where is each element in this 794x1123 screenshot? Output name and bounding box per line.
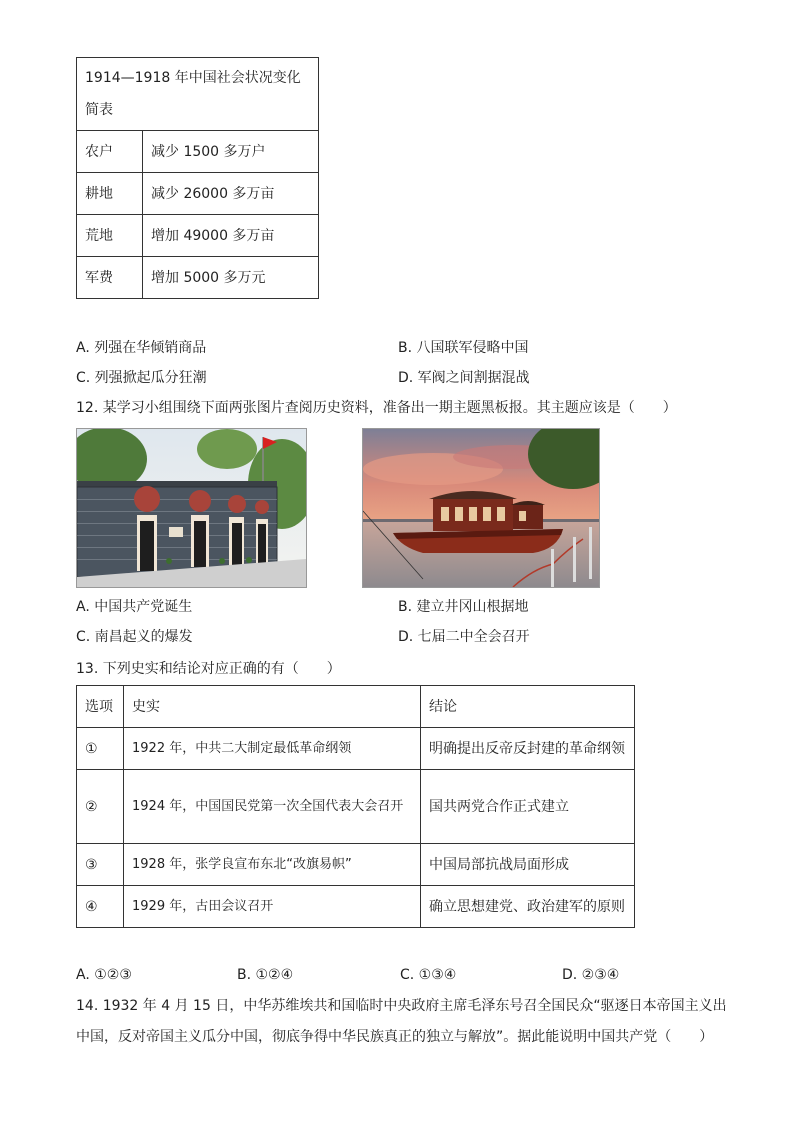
row-option: ② (77, 770, 124, 844)
q14-stem-line2: 中国，反对帝国主义瓜分中国，彻底争得中华民族真正的独立与解放”。据此能说明中国共产党（ ） (76, 1029, 714, 1045)
row-item: 农户 (77, 131, 143, 173)
header-fact: 史实 (124, 686, 421, 728)
memorial-building-photo (76, 428, 307, 588)
row-fact: 1928 年，张学良宣布东北“改旗易帜” (124, 844, 421, 886)
q13-option-d[interactable]: D. ②③④ (562, 967, 620, 983)
table-row (77, 886, 635, 928)
q13-stem: 13. 下列史实和结论对应正确的有（ ） (76, 661, 341, 677)
q12-option-b[interactable]: B. 建立井冈山根据地 (398, 599, 529, 615)
table-row (77, 173, 319, 215)
q13-table (76, 685, 635, 928)
row-fact: 1924 年，中国国民党第一次全国代表大会召开 (124, 770, 421, 844)
q12-option-d[interactable]: D. 七届二中全会召开 (398, 629, 530, 645)
row-item: 耕地 (77, 173, 143, 215)
q11-option-b[interactable]: B. 八国联军侵略中国 (398, 340, 529, 356)
table-row (77, 844, 635, 886)
row-item: 荒地 (77, 215, 143, 257)
q13-option-b[interactable]: B. ①②④ (237, 967, 294, 983)
row-conclusion: 中国局部抗战局面形成 (421, 844, 635, 886)
table-row (77, 131, 319, 173)
row-value: 减少 26000 多万亩 (143, 173, 319, 215)
table-title-text: 1914—1918 年中国社会状况变化简表 (85, 70, 301, 118)
q13-option-a[interactable]: A. ①②③ (76, 967, 132, 983)
q11-option-a[interactable]: A. 列强在华倾销商品 (76, 340, 207, 356)
q12-option-a[interactable]: A. 中国共产党诞生 (76, 599, 193, 615)
row-fact: 1922 年，中共二大制定最低革命纲领 (124, 728, 421, 770)
row-conclusion: 确立思想建党、政治建军的原则 (421, 886, 635, 928)
row-value: 增加 5000 多万元 (143, 257, 319, 299)
q11-option-c[interactable]: C. 列强掀起瓜分狂潮 (76, 370, 207, 386)
row-option: ③ (77, 844, 124, 886)
header-conclusion: 结论 (421, 686, 635, 728)
q12-option-c[interactable]: C. 南昌起义的爆发 (76, 629, 193, 645)
q12-stem: 12. 某学习小组围绕下面两张图片查阅历史资料，准备出一期主题黑板报。其主题应该是（ ） (76, 400, 677, 416)
table-row (77, 728, 635, 770)
row-option: ① (77, 728, 124, 770)
table-row (77, 770, 635, 844)
red-boat-photo (362, 428, 600, 588)
q14-stem-line1: 14. 1932 年 4 月 15 日，中华苏维埃共和国临时中央政府主席毛泽东号召全国民众“驱逐日本帝国主义出 (76, 998, 727, 1014)
row-option: ④ (77, 886, 124, 928)
social-change-table (76, 57, 319, 299)
row-item: 军费 (77, 257, 143, 299)
table-row (77, 257, 319, 299)
header-option: 选项 (77, 686, 124, 728)
row-conclusion: 国共两党合作正式建立 (421, 770, 635, 844)
table-title (77, 58, 319, 131)
row-value: 增加 49000 多万亩 (143, 215, 319, 257)
q13-option-c[interactable]: C. ①③④ (400, 967, 457, 983)
row-conclusion: 明确提出反帝反封建的革命纲领 (421, 728, 635, 770)
row-fact: 1929 年，古田会议召开 (124, 886, 421, 928)
table-row (77, 215, 319, 257)
row-value: 减少 1500 多万户 (143, 131, 319, 173)
q11-option-d[interactable]: D. 军阀之间割据混战 (398, 370, 530, 386)
